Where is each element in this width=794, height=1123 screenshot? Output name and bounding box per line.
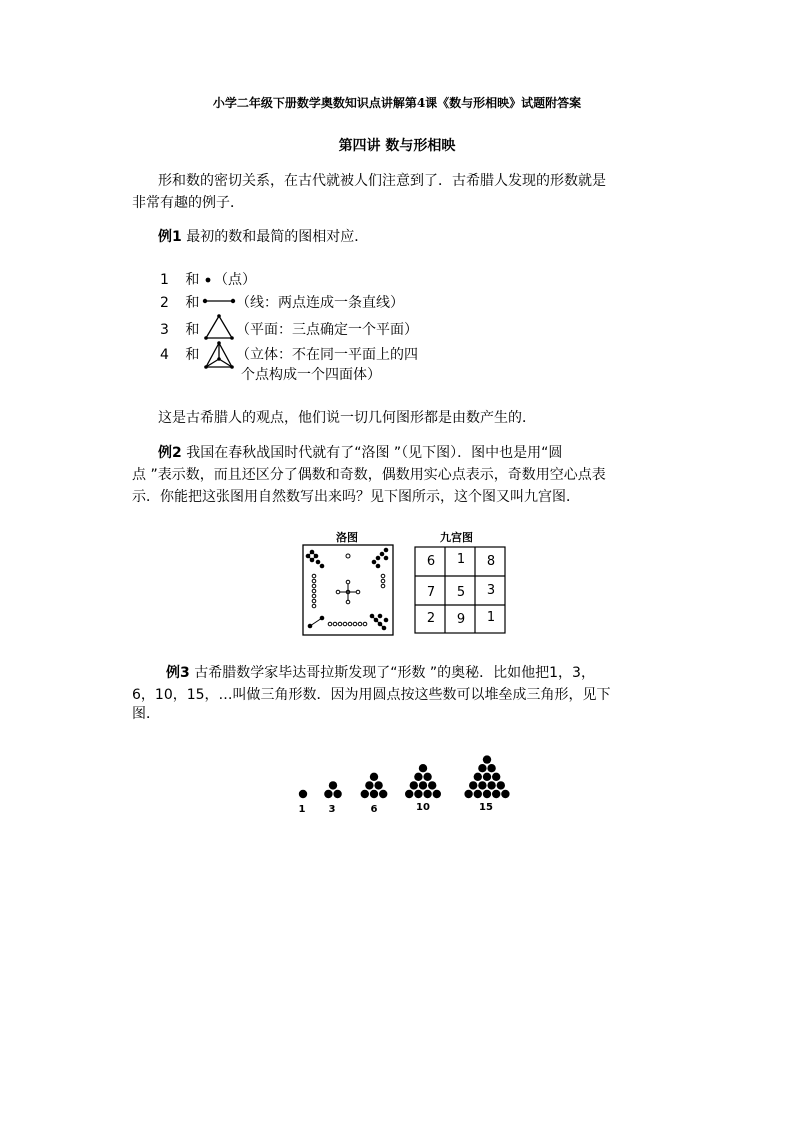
ex1-item-he: 和 [185, 272, 200, 288]
triangle-dot [423, 773, 431, 781]
triangle-dot [487, 764, 495, 772]
ex1-item-4 [160, 344, 199, 366]
triangle-dot [483, 755, 491, 763]
triangle-dot [501, 790, 509, 798]
jiugong-cell: 9 [456, 612, 466, 627]
triangle-dot [474, 773, 482, 781]
example2-line-2: 点 ”表示数，而且还区分了偶数和奇数，偶数用实心点表示，奇数用空心点表 [132, 467, 606, 483]
triangle-dot [299, 790, 307, 798]
ex1-item-3-desc: （平面：三点确定一个平面） [236, 322, 418, 338]
example3-line-2: 6，10，15，…叫做三角形数．因为用圆点按这些数可以堆垒成三角形，见下 [132, 687, 611, 703]
jiugong-cell: 7 [426, 585, 436, 600]
triangle-dots-6 [361, 773, 388, 799]
triangle-plane-icon [203, 313, 235, 341]
jiugong-cell: 5 [456, 585, 466, 600]
example2-line-1 [158, 442, 562, 464]
header-title: 小学二年级下册数学奥数知识点讲解第4课《数与形相映》试题附答案 [212, 96, 582, 110]
ex1-item-1 [160, 269, 199, 291]
triangle-dot [423, 790, 431, 798]
ex1-item-num: 2 [160, 295, 169, 311]
triangle-dot [370, 773, 378, 781]
triangular-numbers-figure [290, 740, 530, 800]
jiugong-cell: 2 [426, 611, 436, 626]
triangle-label: 1 [298, 804, 306, 815]
triangle-dot [487, 781, 495, 789]
ex1-item-he: 和 [185, 295, 200, 311]
jiugong-caption: 九宫图 [440, 531, 473, 544]
example1-label: 例1 [158, 229, 182, 245]
example1-text: 最初的数和最简的图相对应． [181, 229, 369, 245]
triangle-dot [414, 773, 422, 781]
triangle-dot [469, 781, 477, 789]
triangle-dot [428, 781, 436, 789]
tetrahedron-icon [203, 340, 235, 370]
triangle-dot [478, 764, 486, 772]
jiugong-cell: 8 [486, 554, 496, 569]
luoshu-diagram [302, 544, 394, 636]
ex1-item-1-desc: （点） [214, 272, 256, 288]
intro-line-1: 形和数的密切关系，在古代就被人们注意到了．古希腊人发现的形数就是 [158, 173, 606, 189]
triangle-dots-3 [324, 781, 342, 798]
triangle-dot [374, 781, 382, 789]
triangle-dot [419, 764, 427, 772]
triangle-dots-1 [299, 790, 307, 798]
triangle-dot [361, 790, 369, 798]
triangle-dots-15 [464, 755, 509, 798]
triangle-dot [483, 790, 491, 798]
example1-heading [158, 226, 368, 248]
example1-conclusion: 这是古希腊人的观点，他们说一切几何图形都是由数产生的． [158, 410, 536, 426]
example3-text: 古希腊数学家毕达哥拉斯发现了“形数 ”的奥秘．比如他把1，3， [189, 665, 595, 681]
line-segment-icon [202, 295, 236, 307]
triangle-dot [497, 781, 505, 789]
example2-text: 我国在春秋战国时代就有了“洛图 ”（见下图）．图中也是用“圆 [181, 445, 563, 461]
triangle-dot [324, 790, 332, 798]
example3-line-1 [166, 662, 595, 684]
example3-line-3: 图． [132, 706, 160, 722]
ex1-item-num: 4 [160, 347, 169, 363]
ex1-item-num: 3 [160, 322, 169, 338]
example2-label: 例2 [158, 445, 182, 461]
ex1-item-2 [160, 292, 199, 314]
triangle-dot [405, 790, 413, 798]
triangle-label: 10 [416, 802, 430, 813]
jiugong-cell: 6 [426, 554, 436, 569]
ex1-item-he: 和 [185, 347, 200, 363]
triangle-dot [333, 790, 341, 798]
point-icon [201, 273, 215, 287]
triangle-dot [419, 781, 427, 789]
ex1-item-3 [160, 319, 199, 341]
triangle-dot [474, 790, 482, 798]
triangle-dot [365, 781, 373, 789]
triangle-dot [483, 773, 491, 781]
intro-line-2: 非常有趣的例子． [132, 195, 244, 211]
triangle-dot [379, 790, 387, 798]
triangle-dot [464, 790, 472, 798]
triangle-label: 6 [370, 804, 378, 815]
triangle-label: 15 [479, 802, 493, 813]
luotu-caption: 洛图 [336, 531, 358, 544]
ex1-item-num: 1 [160, 272, 169, 288]
ex1-item-2-desc: （线：两点连成一条直线） [236, 295, 404, 311]
ex1-item-4-desc: （立体：不在同一平面上的四 [236, 347, 418, 363]
example2-line-3: 示．你能把这张图用自然数写出来吗？见下图所示，这个图又叫九宫图． [132, 489, 580, 505]
triangle-dot [410, 781, 418, 789]
triangle-dot [492, 790, 500, 798]
jiugong-cell: 1 [456, 552, 466, 567]
triangle-dot [414, 790, 422, 798]
triangle-label: 3 [328, 804, 336, 815]
triangle-dot [478, 781, 486, 789]
ex1-item-he: 和 [185, 322, 200, 338]
jiugong-cell: 3 [486, 583, 496, 598]
triangle-dot [433, 790, 441, 798]
example3-label: 例3 [166, 665, 190, 681]
triangle-dot [370, 790, 378, 798]
jiugong-cell: 1 [486, 610, 496, 625]
triangle-dots-10 [405, 764, 441, 798]
triangle-dot [329, 781, 337, 789]
triangle-dot [492, 773, 500, 781]
ex1-item-4-desc2: 个点构成一个四面体） [241, 367, 381, 383]
lecture-title: 第四讲 数与形相映 [338, 138, 456, 154]
